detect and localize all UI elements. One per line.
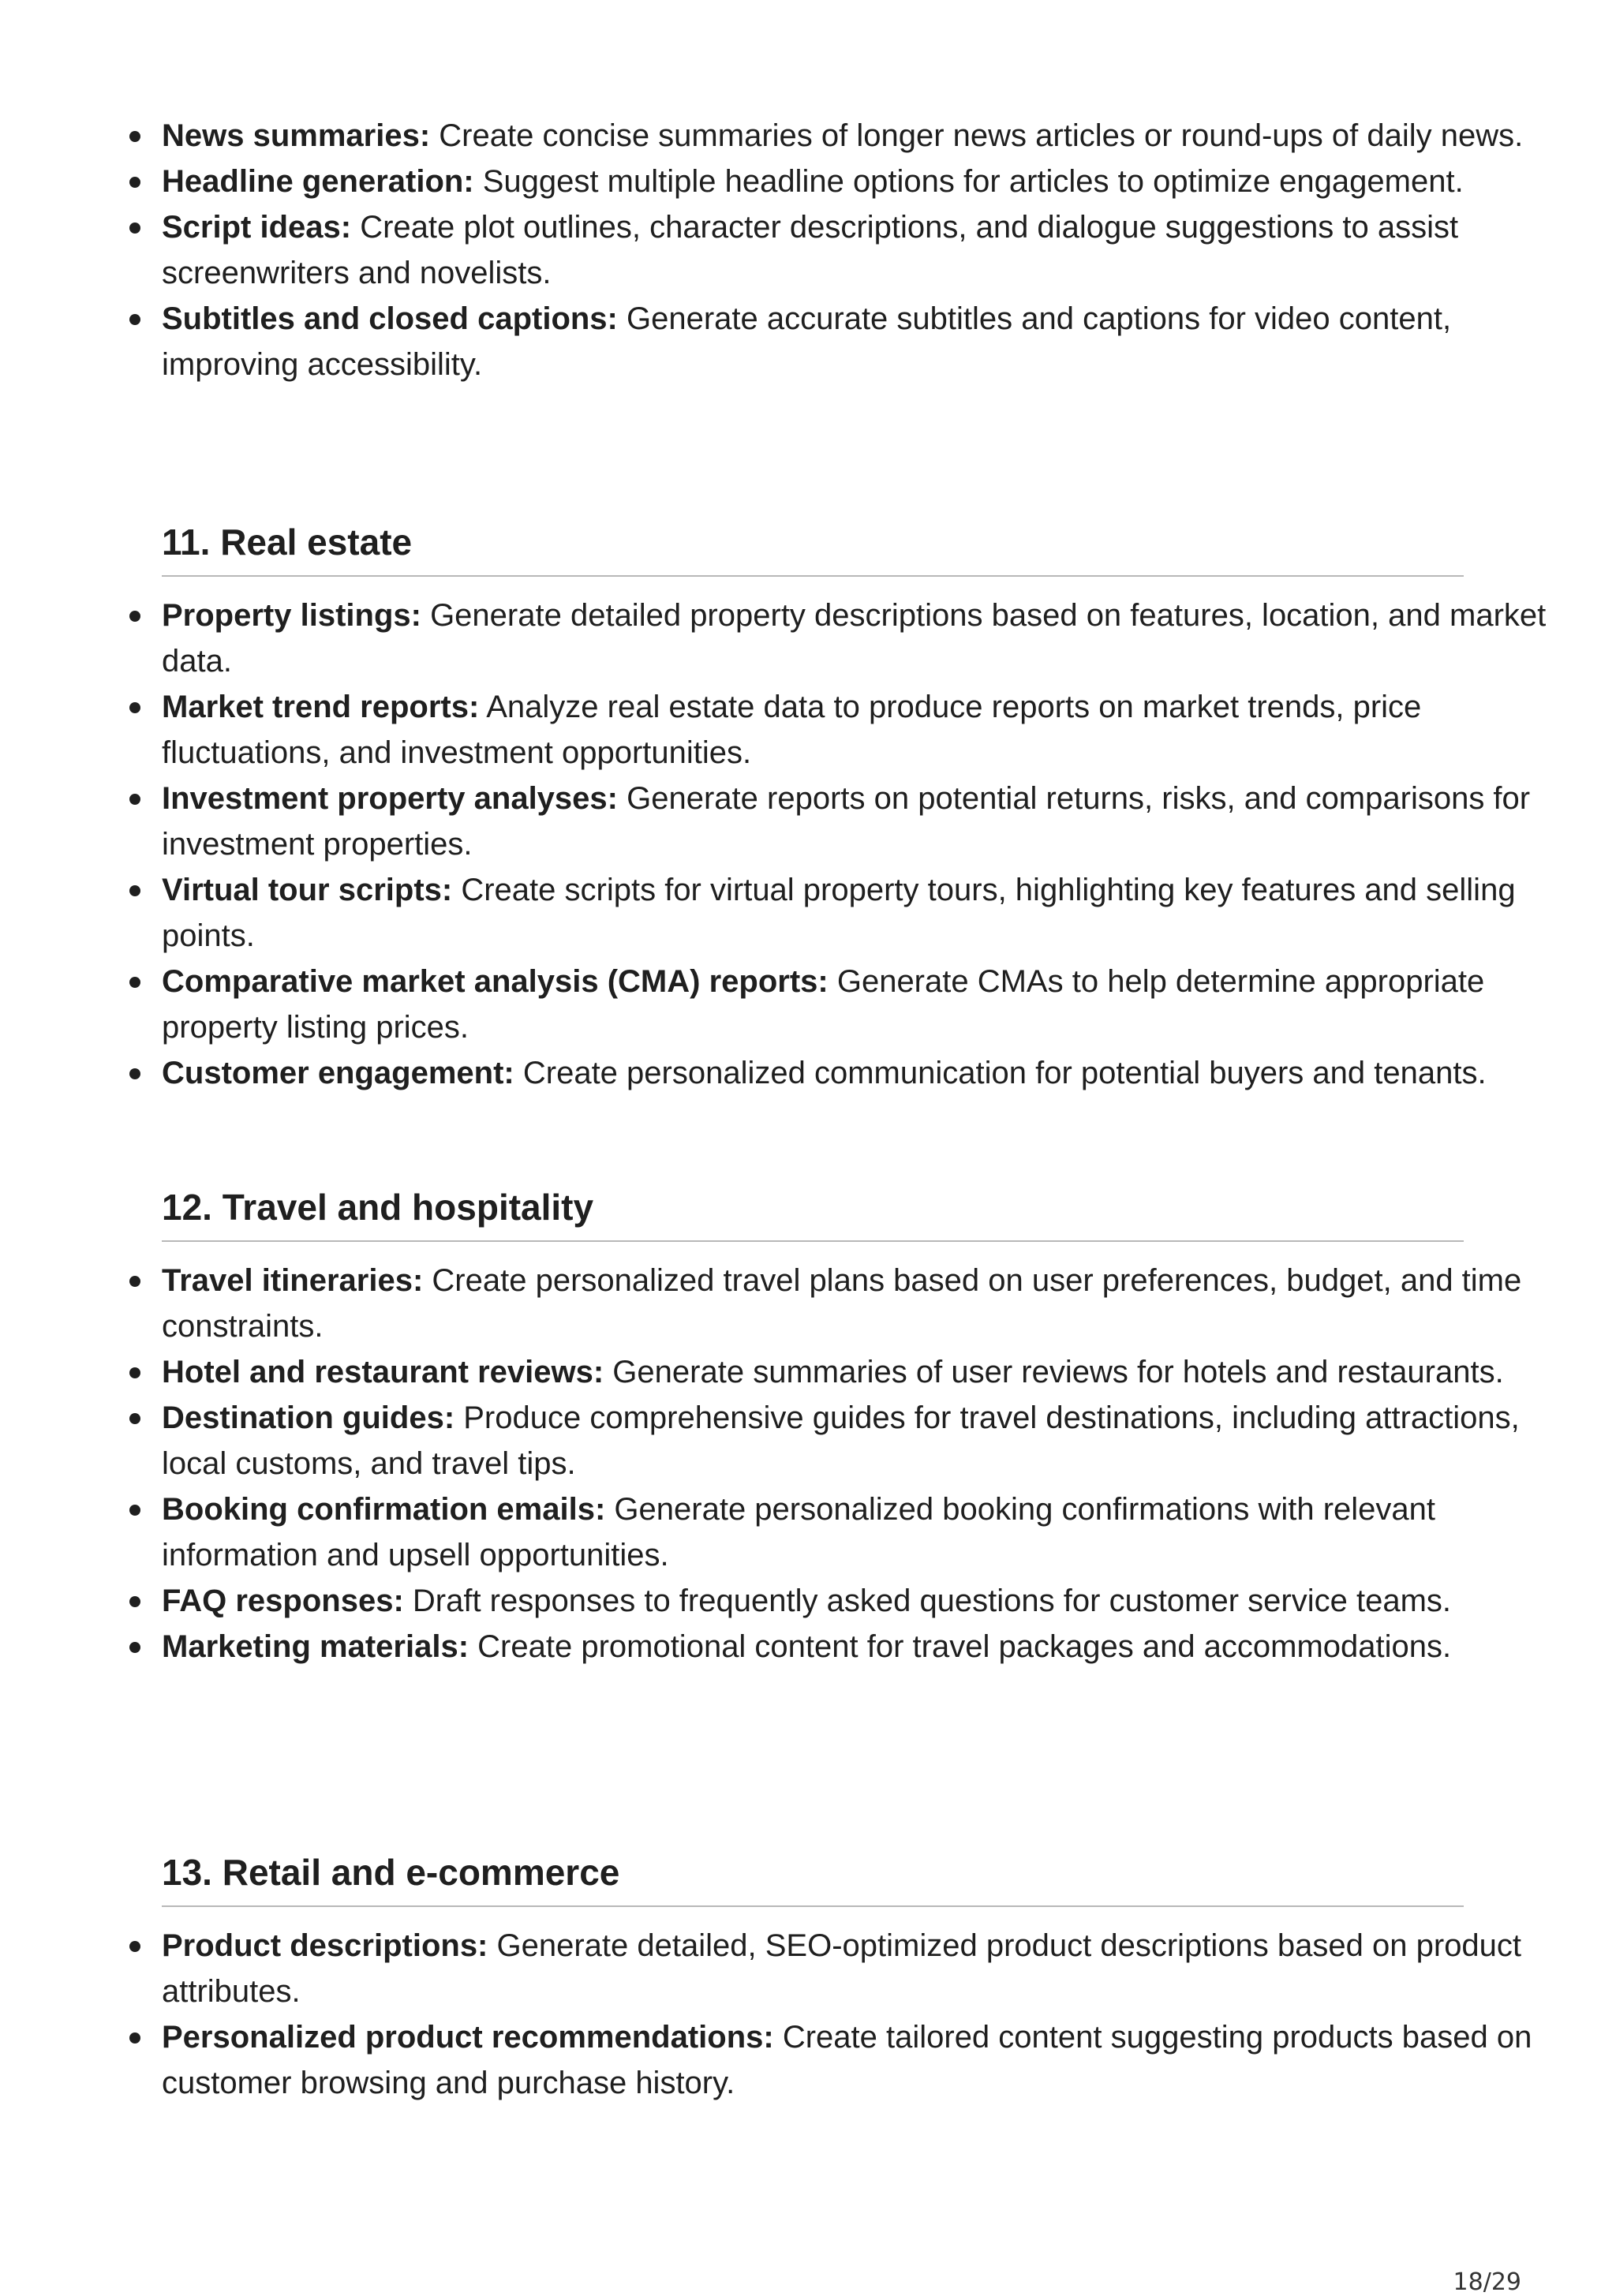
list-item [80,159,1551,204]
item-term: Customer engagement: [162,1056,514,1090]
section-retail-ecommerce [162,1849,1532,2106]
item-text: Suggest multiple headline options for articles to optimize engagement. [473,164,1464,199]
item-text: Create scripts for virtual property tours, highlighting key features and selling points. [162,873,1516,953]
list-item [80,2014,1551,2106]
item-term: Travel itineraries: [162,1263,424,1298]
item-term: Destination guides: [162,1400,455,1435]
list-item [80,1923,1551,2014]
bullet-icon [129,131,140,142]
item-term: Subtitles and closed captions: [162,301,618,336]
list-item [80,1486,1551,1578]
item-text: Create concise summaries of longer news articles or round-ups of daily news. [430,118,1524,153]
list-item [80,1050,1551,1096]
item-text: Generate summaries of user reviews for hotels and restaurants. [604,1355,1504,1389]
item-term: Script ideas: [162,210,352,245]
list-item [80,593,1551,684]
item-term: Virtual tour scripts: [162,873,453,907]
bullet-list-top [80,113,1551,387]
item-text: Generate detailed property descriptions based on features, location, and market data. [162,598,1547,679]
list-item [80,959,1551,1050]
bullet-list [80,1923,1532,2106]
item-term: News summaries: [162,118,431,153]
list-item [80,296,1551,387]
list-item [80,776,1551,867]
item-text: Generate personalized booking confirmations with relevant information and upsell opportunities. [162,1492,1435,1572]
list-item [80,684,1551,776]
section-real-estate [162,518,1547,1096]
bullet-icon [129,1505,140,1516]
item-text: Produce comprehensive guides for travel destinations, including attractions, local customs, and travel tips. [162,1400,1520,1481]
bullet-icon [129,611,140,622]
bullet-icon [129,794,140,805]
bullet-icon [129,1276,140,1287]
list-item [80,1349,1551,1395]
bullet-list [80,593,1547,1096]
list-item [80,1578,1551,1624]
bullet-icon [129,1367,140,1378]
list-item [80,867,1551,959]
list-item [80,1624,1551,1670]
section-heading: 12. Travel and hospitality [162,1184,1464,1242]
item-term: Personalized product recommendations: [162,2020,774,2055]
bullet-icon [129,177,140,188]
item-term: Booking confirmation emails: [162,1492,606,1527]
section-heading: 13. Retail and e-commerce [162,1849,1464,1907]
item-term: Headline generation: [162,164,474,199]
item-term: Hotel and restaurant reviews: [162,1355,604,1389]
bullet-icon [129,1596,140,1607]
item-text: Create personalized communication for potential buyers and tenants. [514,1056,1487,1090]
item-text: Create tailored content suggesting products based on customer browsing and purchase history. [162,2020,1532,2100]
list-item [80,1258,1551,1349]
bullet-icon [129,314,140,325]
item-text: Create plot outlines, character descriptions, and dialogue suggestions to assist screenwriters and novelists. [162,210,1459,290]
item-text: Create personalized travel plans based on user preferences, budget, and time constraints. [162,1263,1522,1344]
bullet-icon [129,1068,140,1079]
section-heading: 11. Real estate [162,518,1464,577]
list-item [80,204,1551,296]
item-text: Generate detailed, SEO-optimized product descriptions based on product attributes. [162,1928,1522,2009]
list-item [80,1395,1551,1486]
bullet-icon [129,977,140,988]
bullet-icon [129,1642,140,1653]
bullet-list [80,1258,1522,1670]
item-term: Comparative market analysis (CMA) reports: [162,964,829,999]
bullet-icon [129,2032,140,2044]
item-term: Property listings: [162,598,421,633]
list-item [80,113,1551,159]
item-term: Investment property analyses: [162,781,618,816]
item-text: Create promotional content for travel packages and accommodations. [469,1629,1452,1664]
bullet-icon [129,702,140,713]
item-text: Generate CMAs to help determine appropriate property listing prices. [162,964,1485,1045]
section-travel-hospitality [162,1184,1522,1670]
item-term: Market trend reports: [162,690,480,724]
item-text: Generate reports on potential returns, risks, and comparisons for investment properties. [162,781,1531,862]
bullet-icon [129,1941,140,1952]
item-text: Analyze real estate data to produce reports on market trends, price fluctuations, and investment opportunities. [162,690,1422,770]
bullet-icon [129,885,140,896]
item-term: Marketing materials: [162,1629,469,1664]
item-term: Product descriptions: [162,1928,488,1963]
page-number: 18/29 [1453,2268,1521,2296]
bullet-icon [129,1413,140,1424]
item-text: Generate accurate subtitles and captions for video content, improving accessibility. [162,301,1452,382]
bullet-icon [129,222,140,234]
item-text: Draft responses to frequently asked questions for customer service teams. [403,1584,1452,1618]
item-term: FAQ responses: [162,1584,404,1618]
